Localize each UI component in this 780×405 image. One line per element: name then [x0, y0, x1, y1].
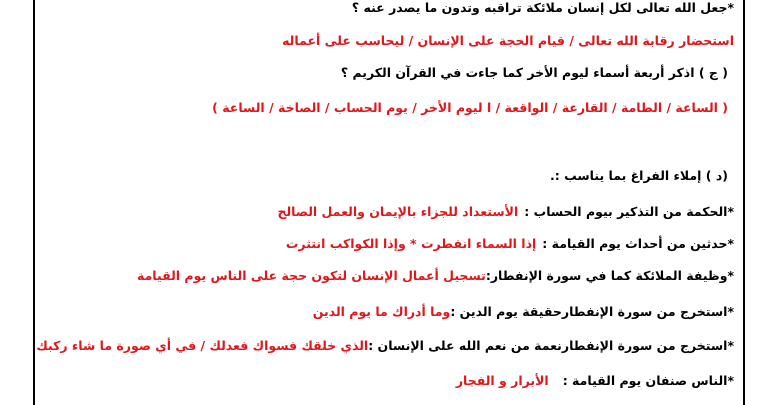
fill-item-6-answer: الأبرار و الفجار [455, 373, 549, 388]
fill-item-5 [36, 337, 734, 355]
fill-item-2-label: *حدثين من أحداث يوم القيامة : [542, 236, 734, 251]
fill-item-3-label: *وظيفة الملائكة كما في سورة الإنفطار: [485, 268, 734, 283]
answer-angels: استحضار رقابة الله تعالى / قيام الحجة على الإنسان / ليحاسب على أعماله [282, 33, 734, 48]
page-border-right [743, 0, 745, 405]
fill-item-1-label: *الحكمة من التذكير بيوم الحساب : [524, 204, 734, 219]
fill-item-6 [456, 372, 734, 390]
page-border-left [33, 0, 35, 405]
fill-item-5-answer: الذي خلقك فسواك فعدلك / في أي صورة ما شاء ركبك [36, 338, 369, 353]
fill-item-1 [277, 203, 734, 221]
fill-item-5-label: *استخرج من سورة الإنفطارنعمة من نعم الله على الإنسان : [368, 338, 734, 353]
fill-item-4-answer: وما أدراك ما يوم الدين [312, 304, 451, 319]
fill-item-3 [137, 267, 734, 285]
question-d: (د ) إملاء الفراغ بما يناسب :. [550, 168, 728, 183]
fill-item-4-label: *استخرج من سورة الإنفطارحقيقة يوم الدين : [450, 304, 734, 319]
answer-c: ( الساعة / الطامة / القارعة / الواقعة / ا ليوم الأخر / يوم الحساب / الصاخة / الساعة ) [212, 100, 728, 115]
fill-item-4 [313, 303, 734, 321]
fill-item-1-answer: الأستعداد للجزاء بالإيمان والعمل الصالح [277, 204, 519, 219]
fill-item-3-answer: تسجيل أعمال الإنسان لتكون حجة على الناس يوم القيامة [136, 268, 486, 283]
fill-item-2 [286, 235, 734, 253]
question-angels: *جعل الله تعالى لكل إنسان ملائكة تراقبه وتدون ما يصدر عنه ؟ [351, 0, 734, 15]
question-c: ( ج ) اذكر أربعة أسماء ليوم الأخر كما جاءت في القرآن الكريم ؟ [340, 65, 728, 80]
fill-item-2-answer: إذا السماء انفطرت * وإذا الكواكب انتثرت [285, 236, 537, 251]
fill-item-6-label: *الناس صنفان يوم القيامة : [562, 373, 734, 388]
